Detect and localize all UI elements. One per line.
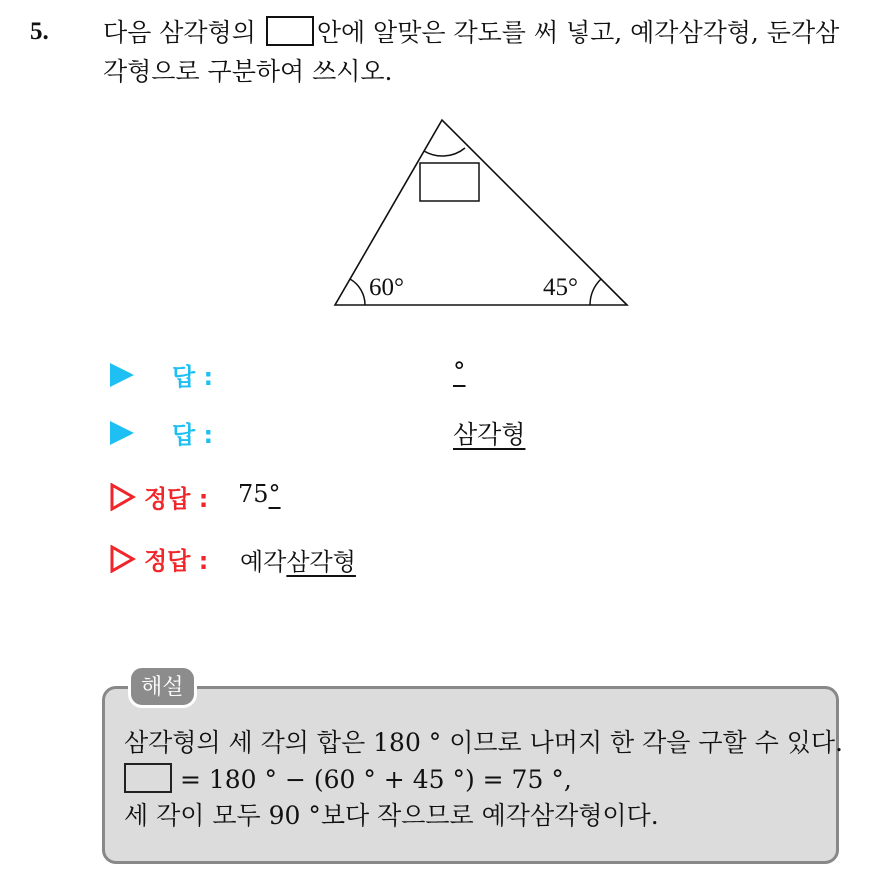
question-text-line1 (103, 16, 839, 49)
question-number: 5. (30, 18, 49, 45)
apex-angle-box (420, 163, 479, 201)
answer-value: ° (453, 357, 466, 386)
apex-angle-arc (424, 148, 465, 156)
angle-label-45: 45° (543, 274, 578, 301)
correct-answer-row-2 (110, 541, 430, 581)
question-text-part1: 다음 삼각형의 (103, 18, 256, 47)
explanation-line1: 삼각형의 세 각의 합은 180 ° 이므로 나머지 한 각을 구할 수 있다. (124, 728, 843, 757)
explanation-line2 (124, 763, 572, 796)
correct-value-suffix: 삼각형 (286, 548, 356, 576)
triangle-figure (325, 112, 645, 317)
answer-marker-icon (110, 363, 134, 387)
correct-value-main: 75 (238, 480, 269, 508)
answer-label: 답 : (172, 363, 214, 391)
answer-row-1 (110, 357, 510, 397)
explanation-line2-text: = 180 ° − (60 ° + 45 °) = 75 °, (179, 765, 572, 794)
explanation-line3: 세 각이 모두 90 °보다 작으므로 예각삼각형이다. (124, 801, 659, 830)
angle-label-60: 60° (369, 274, 404, 301)
answer-value: 삼각형 (453, 420, 526, 449)
correct-marker-icon (110, 483, 136, 511)
correct-value-main: 예각 (240, 548, 287, 576)
question-text-part2: 안에 알맞은 각도를 써 넣고, 예각삼각형, 둔각삼 (316, 18, 840, 47)
blank-box (266, 16, 314, 46)
correct-label: 정답 : (144, 485, 209, 513)
correct-value (238, 480, 281, 508)
answer-label: 답 : (172, 421, 214, 449)
question-text-line2: 각형으로 구분하여 쓰시오. (103, 57, 393, 86)
left-angle-arc (350, 279, 365, 305)
answer-row-2 (110, 415, 550, 455)
correct-label: 정답 : (144, 547, 209, 575)
correct-marker-icon (110, 545, 136, 573)
correct-value (240, 542, 356, 577)
explanation-blank-box (124, 763, 172, 793)
correct-answer-row-1 (110, 479, 410, 519)
right-angle-arc (590, 279, 601, 305)
answer-marker-icon (110, 421, 134, 445)
correct-value-suffix: ° (268, 480, 281, 508)
explanation-tag: 해설 (128, 665, 197, 708)
